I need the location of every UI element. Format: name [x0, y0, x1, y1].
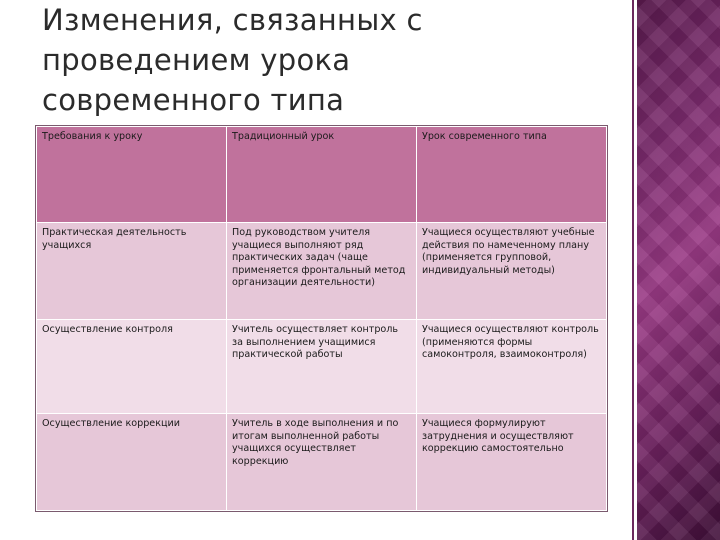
header-traditional: Традиционный урок [227, 127, 417, 223]
title-line-3: современного типа [42, 83, 345, 117]
title-line-2: проведением урока [42, 43, 351, 77]
cell-requirement: Осуществление контроля [37, 320, 227, 414]
comparison-table [36, 126, 607, 511]
cell-traditional: Под руководством учителя учащиеся выполняют ряд практических задач (чаще применяется фронтальный метод организации деятельности) [227, 223, 417, 320]
decorative-side-panel [637, 0, 720, 540]
cell-traditional: Учитель осуществляет контроль за выполнением учащимися практической работы [227, 320, 417, 414]
cell-modern: Учащиеся осуществляют учебные действия по намеченному плану (применяется групповой, индивидуальный методы) [417, 223, 607, 320]
table-row [37, 223, 607, 320]
cell-requirement: Осуществление коррекции [37, 414, 227, 511]
table-header-row [37, 127, 607, 223]
side-divider [632, 0, 634, 540]
cell-modern: Учащиеся формулируют затруднения и осуществляют коррекцию самостоятельно [417, 414, 607, 511]
header-requirements: Требования к уроку [37, 127, 227, 223]
cell-requirement: Практическая деятельность учащихся [37, 223, 227, 320]
cell-traditional: Учитель в ходе выполнения и по итогам выполненной работы учащихся осуществляет коррекцию [227, 414, 417, 511]
cell-modern: Учащиеся осуществляют контроль (применяются формы самоконтроля, взаимоконтроля) [417, 320, 607, 414]
header-modern: Урок современного типа [417, 127, 607, 223]
table-row [37, 320, 607, 414]
title-line-1: Изменения, связанных с [42, 3, 423, 37]
table-row [37, 414, 607, 511]
slide-title [42, 0, 602, 120]
